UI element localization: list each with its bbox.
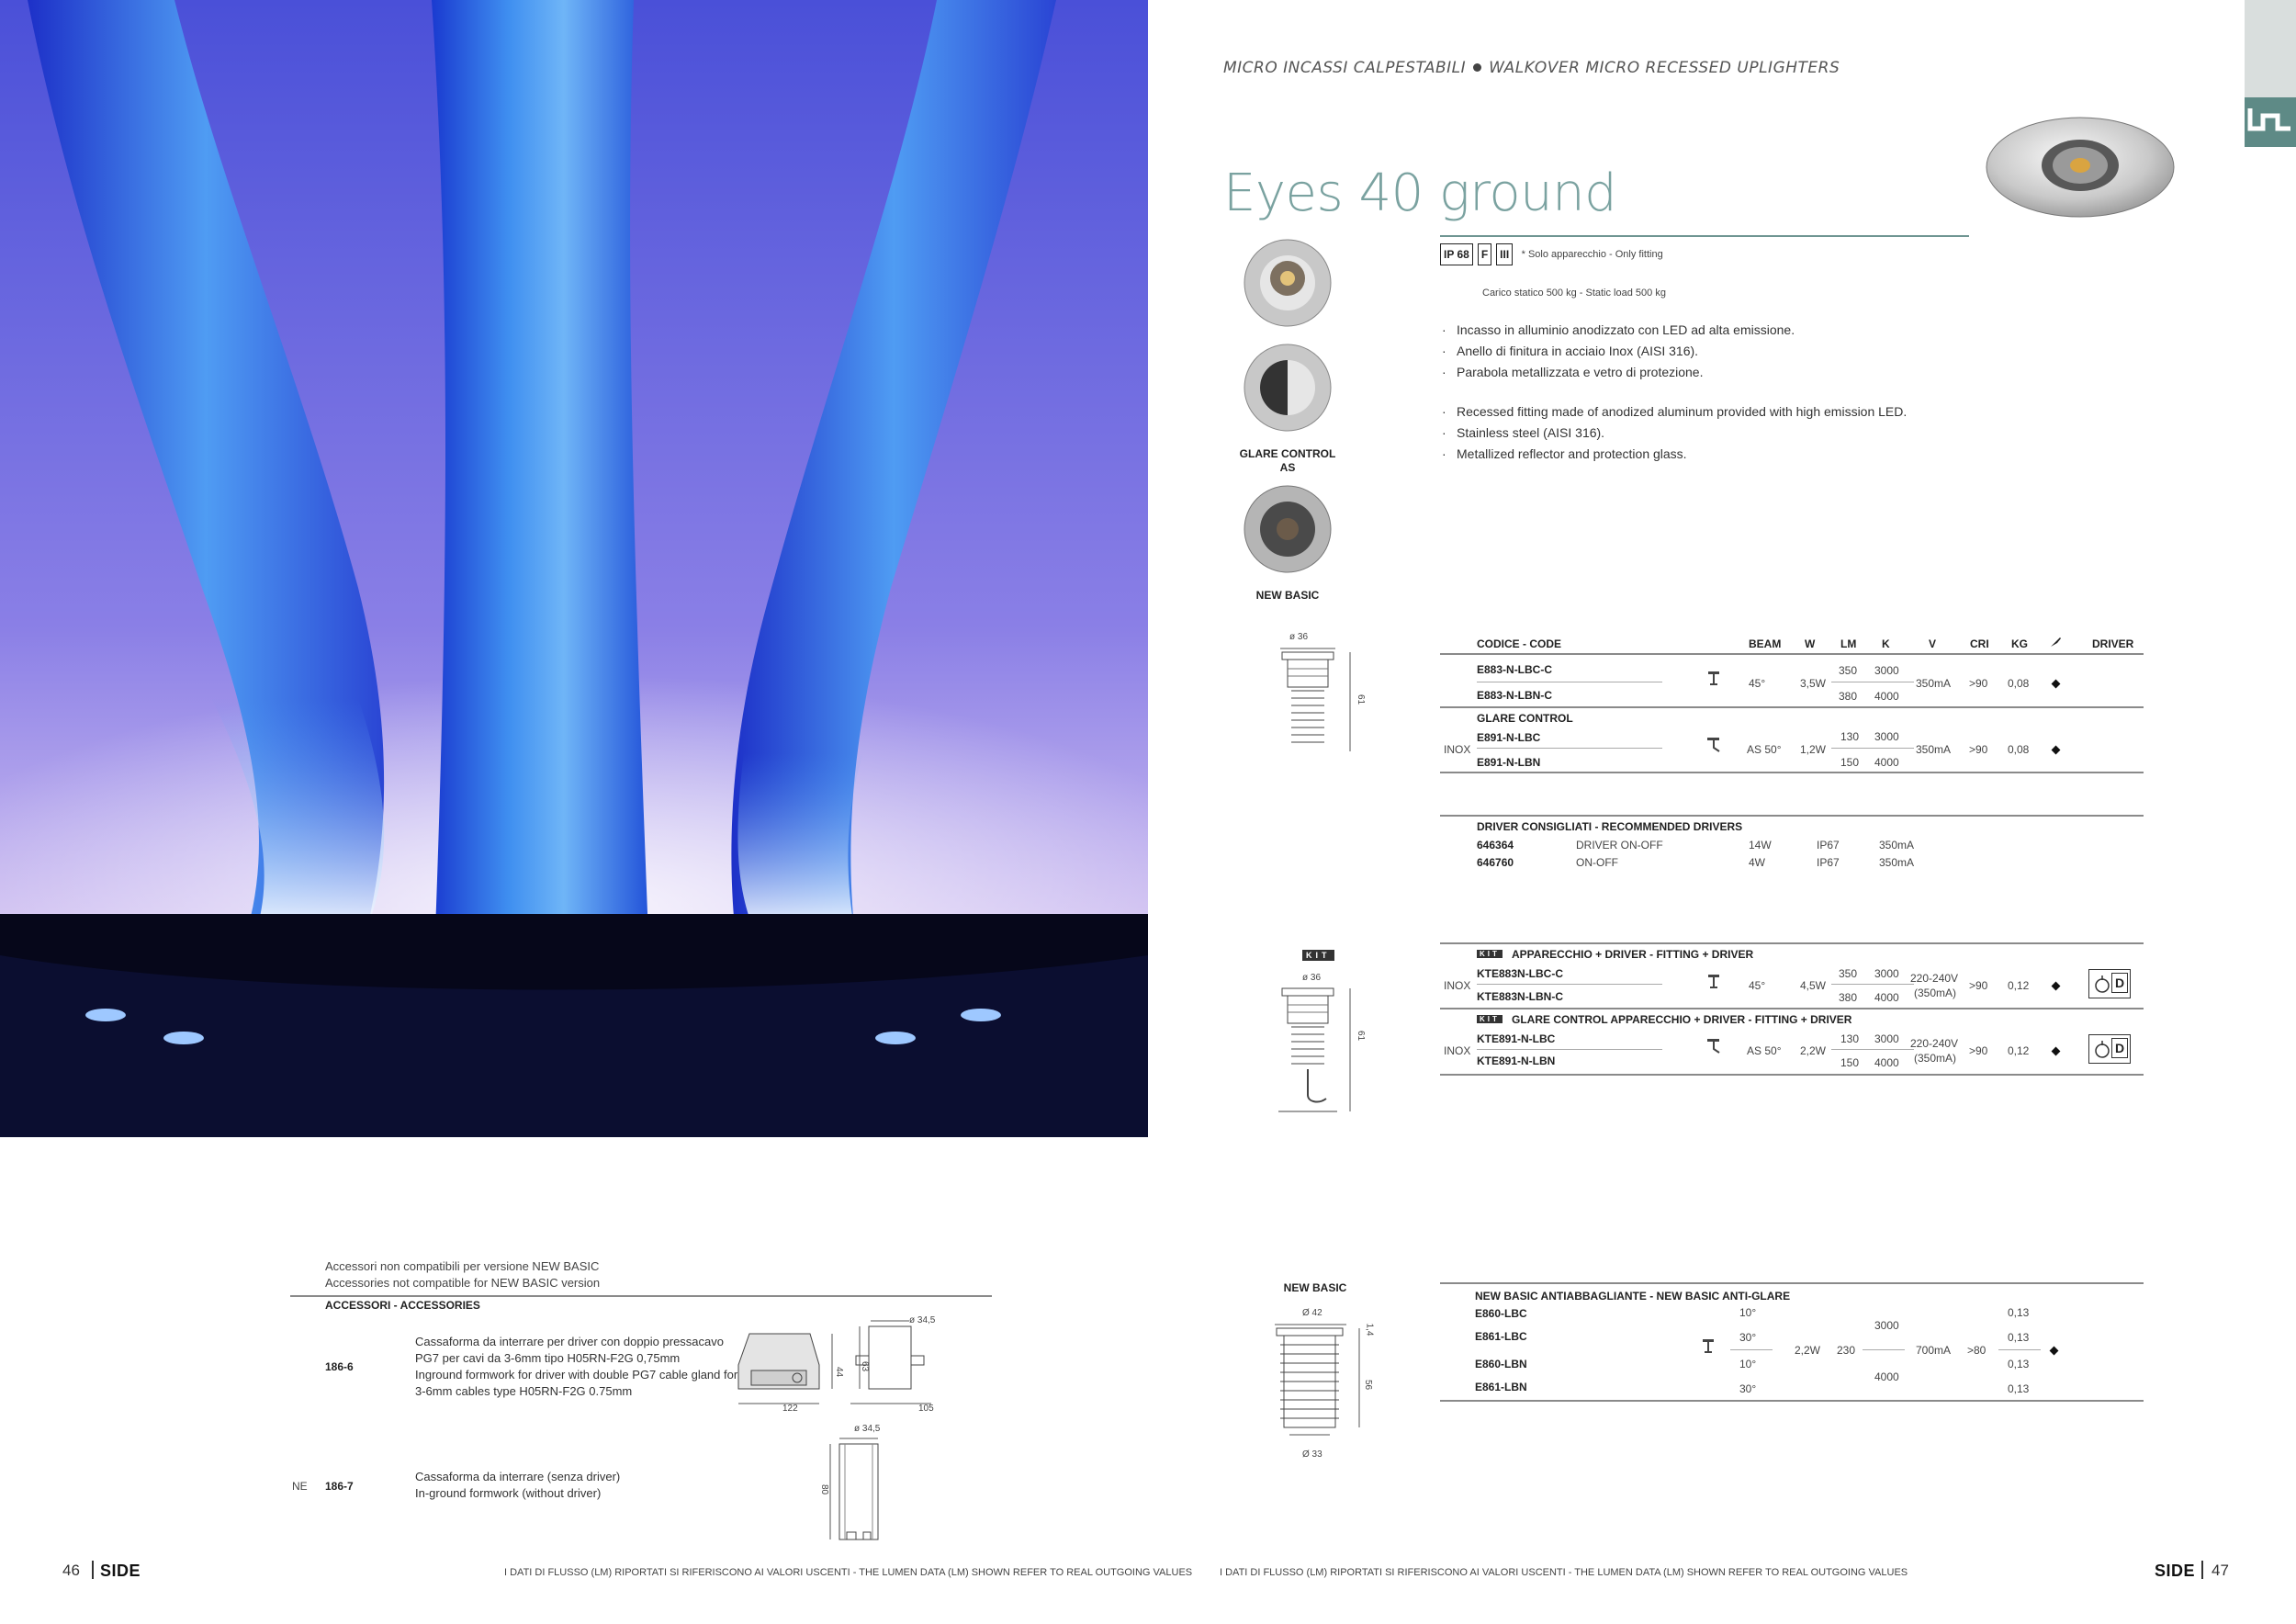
driver-ma: 350mA [1879,839,1915,851]
beam-value: AS 50° [1747,743,1782,756]
product-drawing [1267,634,1378,758]
kicker-right: WALKOVER MICRO RECESSED UPLIGHTERS [1489,59,1840,77]
right-brand: SIDE [2155,1562,2196,1580]
driver-included-icon [2088,1034,2131,1064]
beam-value: 45° [1749,677,1766,690]
asymmetric-beam-icon [1706,1038,1723,1054]
lm-value: 130 [1840,1032,1860,1045]
header-rule [1440,653,2144,655]
nb-beam: 30° [1739,1331,1757,1344]
product-title: Eyes 40 ground [1223,164,1617,223]
drivers-title: DRIVER CONSIGLIATI - RECOMMENDED DRIVERS [1477,820,1743,833]
variant-new-basic-label: NEW BASIC [1255,589,1320,602]
row-divider [1477,1049,1662,1050]
dim-top: Ø 42 [1302,1308,1322,1318]
dim-height: 63 [860,1360,871,1372]
lm-value: 380 [1839,690,1858,703]
row-divider [1863,1349,1905,1350]
spot-beam-icon [1701,1338,1716,1355]
dimmable-icon [2049,636,2062,648]
dim-height: 80 [819,1483,830,1495]
watt-value: 3,5W [1800,677,1827,690]
driver-code: 646760 [1477,856,1514,869]
watt-value: 2,2W [1800,1044,1827,1057]
finish-inox: INOX [1444,979,1471,992]
dimmable-mark [2052,982,2061,991]
kit-badge: KIT [1302,950,1334,961]
kg-value: 0,12 [2008,979,2030,992]
nb-code: E861-LBN [1475,1381,1527,1393]
driver-desc: DRIVER ON-OFF [1576,839,1663,851]
left-footer-note: I DATI DI FLUSSO (LM) RIPORTATI SI RIFERISCONO AI VALORI USCENTI - THE LUMEN DATA (LM) SHOWN REFER TO REAL OUTGOING VALUES [504,1567,1193,1578]
dim-length: 122 [782,1404,798,1414]
nb-code: E861-LBC [1475,1330,1527,1343]
dimmable-mark [2052,680,2061,689]
asymmetric-beam-icon [1706,737,1723,753]
spot-beam-icon [1706,974,1721,990]
col-cri: CRI [1970,637,1989,650]
footer-divider [92,1561,94,1579]
nb-k: 4000 [1874,1370,1899,1383]
nb-kg: 0,13 [2008,1331,2030,1344]
glare-control-label-line2: AS [1279,461,1296,474]
nb-k: 3000 [1874,1319,1899,1332]
nb-kg: 0,13 [2008,1382,2030,1395]
kit-group2-title: GLARE CONTROL APPARECCHIO + DRIVER - FITTING + DRIVER [1512,1013,1852,1026]
v-value: 220-240V [1910,972,1959,985]
feature-en-1: · Recessed fitting made of anodized aluminum provided with high emission LED. [1440,401,1907,423]
dim-height-small: 44 [834,1366,845,1378]
acc-code-186-7: 186-7 [325,1480,354,1493]
driver-ip: IP67 [1817,839,1840,851]
lm-value: 350 [1839,967,1858,980]
code-kte891-lbc: KTE891-N-LBC [1477,1032,1556,1045]
cert-note: * Solo apparecchio - Only fitting [1521,249,1663,260]
row-divider [1477,984,1662,985]
title-rule [1440,235,1969,237]
features-it [1440,320,1795,383]
dimmable-mark [2052,1047,2061,1056]
kit-drawing [1267,948,1378,1122]
k-value: 3000 [1874,967,1899,980]
code-kte891-lbn: KTE891-N-LBN [1477,1054,1556,1067]
dimmable-mark [2052,746,2061,755]
nb-kg: 0,13 [2008,1306,2030,1319]
row-divider [1477,748,1662,749]
finish-inox: INOX [1444,743,1471,756]
acc-desc-186-6 [415,1334,737,1400]
kg-value: 0,08 [2008,743,2030,756]
lm-value: 380 [1839,991,1858,1004]
code-kte883-lbn: KTE883N-LBN-C [1477,990,1564,1003]
v-value: (350mA) [1914,1052,1957,1065]
kit-table [1440,942,2144,1076]
v-value: 350mA [1916,743,1952,756]
new-basic-drawing-label: NEW BASIC [1283,1281,1347,1294]
cri-value: >90 [1969,743,1988,756]
k-value: 4000 [1874,1056,1899,1069]
driver-included-icon [2088,969,2131,998]
acc-prefix: NE [292,1480,308,1493]
kg-value: 0,12 [2008,1044,2030,1057]
code-e891-lbc: E891-N-LBC [1477,731,1541,744]
kit-group1-title: APPARECCHIO + DRIVER - FITTING + DRIVER [1512,948,1754,961]
right-footer-note: I DATI DI FLUSSO (LM) RIPORTATI SI RIFERISCONO AI VALORI USCENTI - THE LUMEN DATA (LM) SHOWN REFER TO REAL OUTGOING VALUES [1220,1567,1908,1578]
k-value: 4000 [1874,690,1899,703]
product-photo [1984,108,2177,219]
nb-code: E860-LBC [1475,1307,1527,1320]
watt-value: 4,5W [1800,979,1827,992]
ip68-badge: IP 68 [1440,243,1473,265]
k-value: 3000 [1874,664,1899,677]
section-kicker [1223,59,1840,77]
formwork-186-6-drawing [731,1315,970,1416]
v-value: 220-240V [1910,1037,1959,1050]
feature-it-1: · Incasso in alluminio anodizzato con LED ad alta emissione. [1440,320,1795,341]
hero-photo [0,0,1148,1137]
driver-included-letter: D [2111,1038,2128,1058]
kit-dim-diameter: ø 36 [1302,973,1322,983]
kg-value: 0,08 [2008,677,2030,690]
finish-inox: INOX [1444,1044,1471,1057]
class-iii-badge: III [1496,243,1513,265]
kit-dim-height: 61 [1356,1030,1367,1042]
nb-code: E860-LBN [1475,1358,1527,1370]
lm-value: 350 [1839,664,1858,677]
driver-code: 646364 [1477,839,1514,851]
row-divider [1831,984,1914,985]
variant-glare-control-photo [1243,343,1333,433]
features-en [1440,401,1907,465]
acc-line: PG7 per cavi da 3-6mm tipo H05RN-F2G 0,75mm [415,1351,681,1365]
row-divider [1831,748,1914,749]
glare-control-label-line1: GLARE CONTROL [1239,447,1336,460]
acc-line: In-ground formwork (without driver) [415,1486,602,1500]
driver-watt: 14W [1749,839,1772,851]
col-k: K [1882,637,1890,650]
spot-beam-icon [1706,671,1721,687]
nb-watt: 2,2W [1795,1344,1821,1357]
driver-included-letter: D [2111,973,2128,993]
row-divider [1998,1349,2041,1350]
nb-rule [1440,1282,2144,1284]
code-e891-lbn: E891-N-LBN [1477,756,1541,769]
watt-value: 1,2W [1800,743,1827,756]
group-rule [1440,1008,2144,1009]
code-e883-lbc: E883-N-LBC-C [1477,663,1553,676]
cri-value: >90 [1969,979,1988,992]
nb-v: 700mA [1916,1344,1952,1357]
dimmable-mark [2050,1347,2059,1356]
static-load: Carico statico 500 kg - Static load 500 kg [1482,288,1666,299]
feature-en-3: · Metallized reflector and protection glass. [1440,444,1907,465]
col-v: V [1929,637,1937,650]
kicker-left: MICRO INCASSI CALPESTABILI [1223,59,1467,77]
driver-watt: 4W [1749,856,1765,869]
kit-badge-small: KIT [1477,1015,1503,1023]
nb-rule [1440,1400,2144,1402]
variant-new-basic-photo [1243,484,1333,574]
variant-standard-photo [1243,238,1333,328]
col-lm: LM [1840,637,1857,650]
col-driver: DRIVER [2092,637,2134,650]
dim-height: 61 [1356,694,1367,705]
nb-beam: 30° [1739,1382,1757,1395]
drivers-rule [1440,815,2144,817]
lm-value: 130 [1840,730,1860,743]
feature-en-2: · Stainless steel (AISI 316). [1440,423,1907,444]
group-rule [1440,1074,2144,1076]
dim-h1: 1,4 [1364,1323,1375,1336]
col-code: CODICE - CODE [1477,637,1562,650]
acc-line: Cassaforma da interrare (senza driver) [415,1470,621,1483]
cri-value: >90 [1969,677,1988,690]
acc-line: 3-6mm cables type H05RN-F2G 0.75mm [415,1384,633,1398]
formwork-186-7-drawing [819,1424,896,1548]
code-kte883-lbc: KTE883N-LBC-C [1477,967,1564,980]
row-divider [1730,1349,1773,1350]
k-value: 4000 [1874,756,1899,769]
feature-it-2: · Anello di finitura in acciaio Inox (AISI 316). [1440,341,1795,362]
spec-table [1440,634,2144,772]
glare-control-heading: GLARE CONTROL [1477,712,1573,725]
dim-bottom: Ø 33 [1302,1449,1322,1460]
lm-value: 150 [1840,1056,1860,1069]
col-kg: KG [2011,637,2028,650]
variant-glare-control-label [1221,447,1354,475]
kit-badge-small: KIT [1477,950,1503,958]
k-value: 3000 [1874,1032,1899,1045]
acc-line: Cassaforma da interrare per driver con doppio pressacavo [415,1335,725,1348]
group-rule [1440,772,2144,773]
left-page-number: 46 [62,1562,80,1579]
new-basic-table [1440,1282,2144,1402]
lm-value: 150 [1840,756,1860,769]
col-w: W [1805,637,1816,650]
group-rule [1440,706,2144,708]
driver-ma: 350mA [1879,856,1915,869]
feature-it-3: · Parabola metallizzata e vetro di protezione. [1440,362,1795,383]
accessories-rule [290,1295,992,1297]
bullet-dot-icon [1473,63,1481,72]
cert-row [1440,243,1663,265]
row-divider [1831,1049,1914,1050]
dim-width: 105 [918,1404,934,1414]
new-basic-drawing [1267,1304,1378,1465]
driver-ip: IP67 [1817,856,1840,869]
dim-diameter: ø 34,5 [854,1424,881,1434]
driver-desc: ON-OFF [1576,856,1618,869]
accessories-note [325,1258,600,1291]
v-value: (350mA) [1914,987,1957,999]
new-basic-title: NEW BASIC ANTIABBAGLIANTE - NEW BASIC ANTI-GLARE [1475,1290,1791,1303]
acc-desc-186-7 [415,1469,620,1502]
k-value: 3000 [1874,730,1899,743]
k-value: 4000 [1874,991,1899,1004]
v-value: 350mA [1916,677,1952,690]
acc-line: Inground formwork for driver with double PG7 cable gland for [415,1368,738,1382]
drivers-table [1440,815,2144,879]
right-page-number: 47 [2212,1562,2229,1579]
dim-diameter: ø 34,5 [909,1315,936,1325]
col-beam: BEAM [1749,637,1782,650]
nb-lm: 230 [1837,1344,1856,1357]
f-mark-badge: F [1478,243,1491,265]
accessories-note-en: Accessories not compatible for NEW BASIC version [325,1276,601,1290]
cri-value: >90 [1969,1044,1988,1057]
nb-cri: >80 [1967,1344,1986,1357]
nb-beam: 10° [1739,1358,1757,1370]
nb-kg: 0,13 [2008,1358,2030,1370]
left-brand: SIDE [100,1562,141,1580]
beam-value: AS 50° [1747,1044,1782,1057]
dim-h2: 56 [1363,1379,1374,1391]
nb-beam: 10° [1739,1306,1757,1319]
footer-divider [2201,1561,2203,1579]
acc-code-186-6: 186-6 [325,1360,354,1373]
kit-rule [1440,942,2144,944]
beam-value: 45° [1749,979,1766,992]
accessories-title: ACCESSORI - ACCESSORIES [325,1299,480,1312]
dim-diameter: ø 36 [1289,632,1309,642]
accessories-note-it: Accessori non compatibili per versione NEW BASIC [325,1259,600,1273]
recessed-symbol-icon [2245,97,2296,147]
code-e883-lbn: E883-N-LBN-C [1477,689,1553,702]
